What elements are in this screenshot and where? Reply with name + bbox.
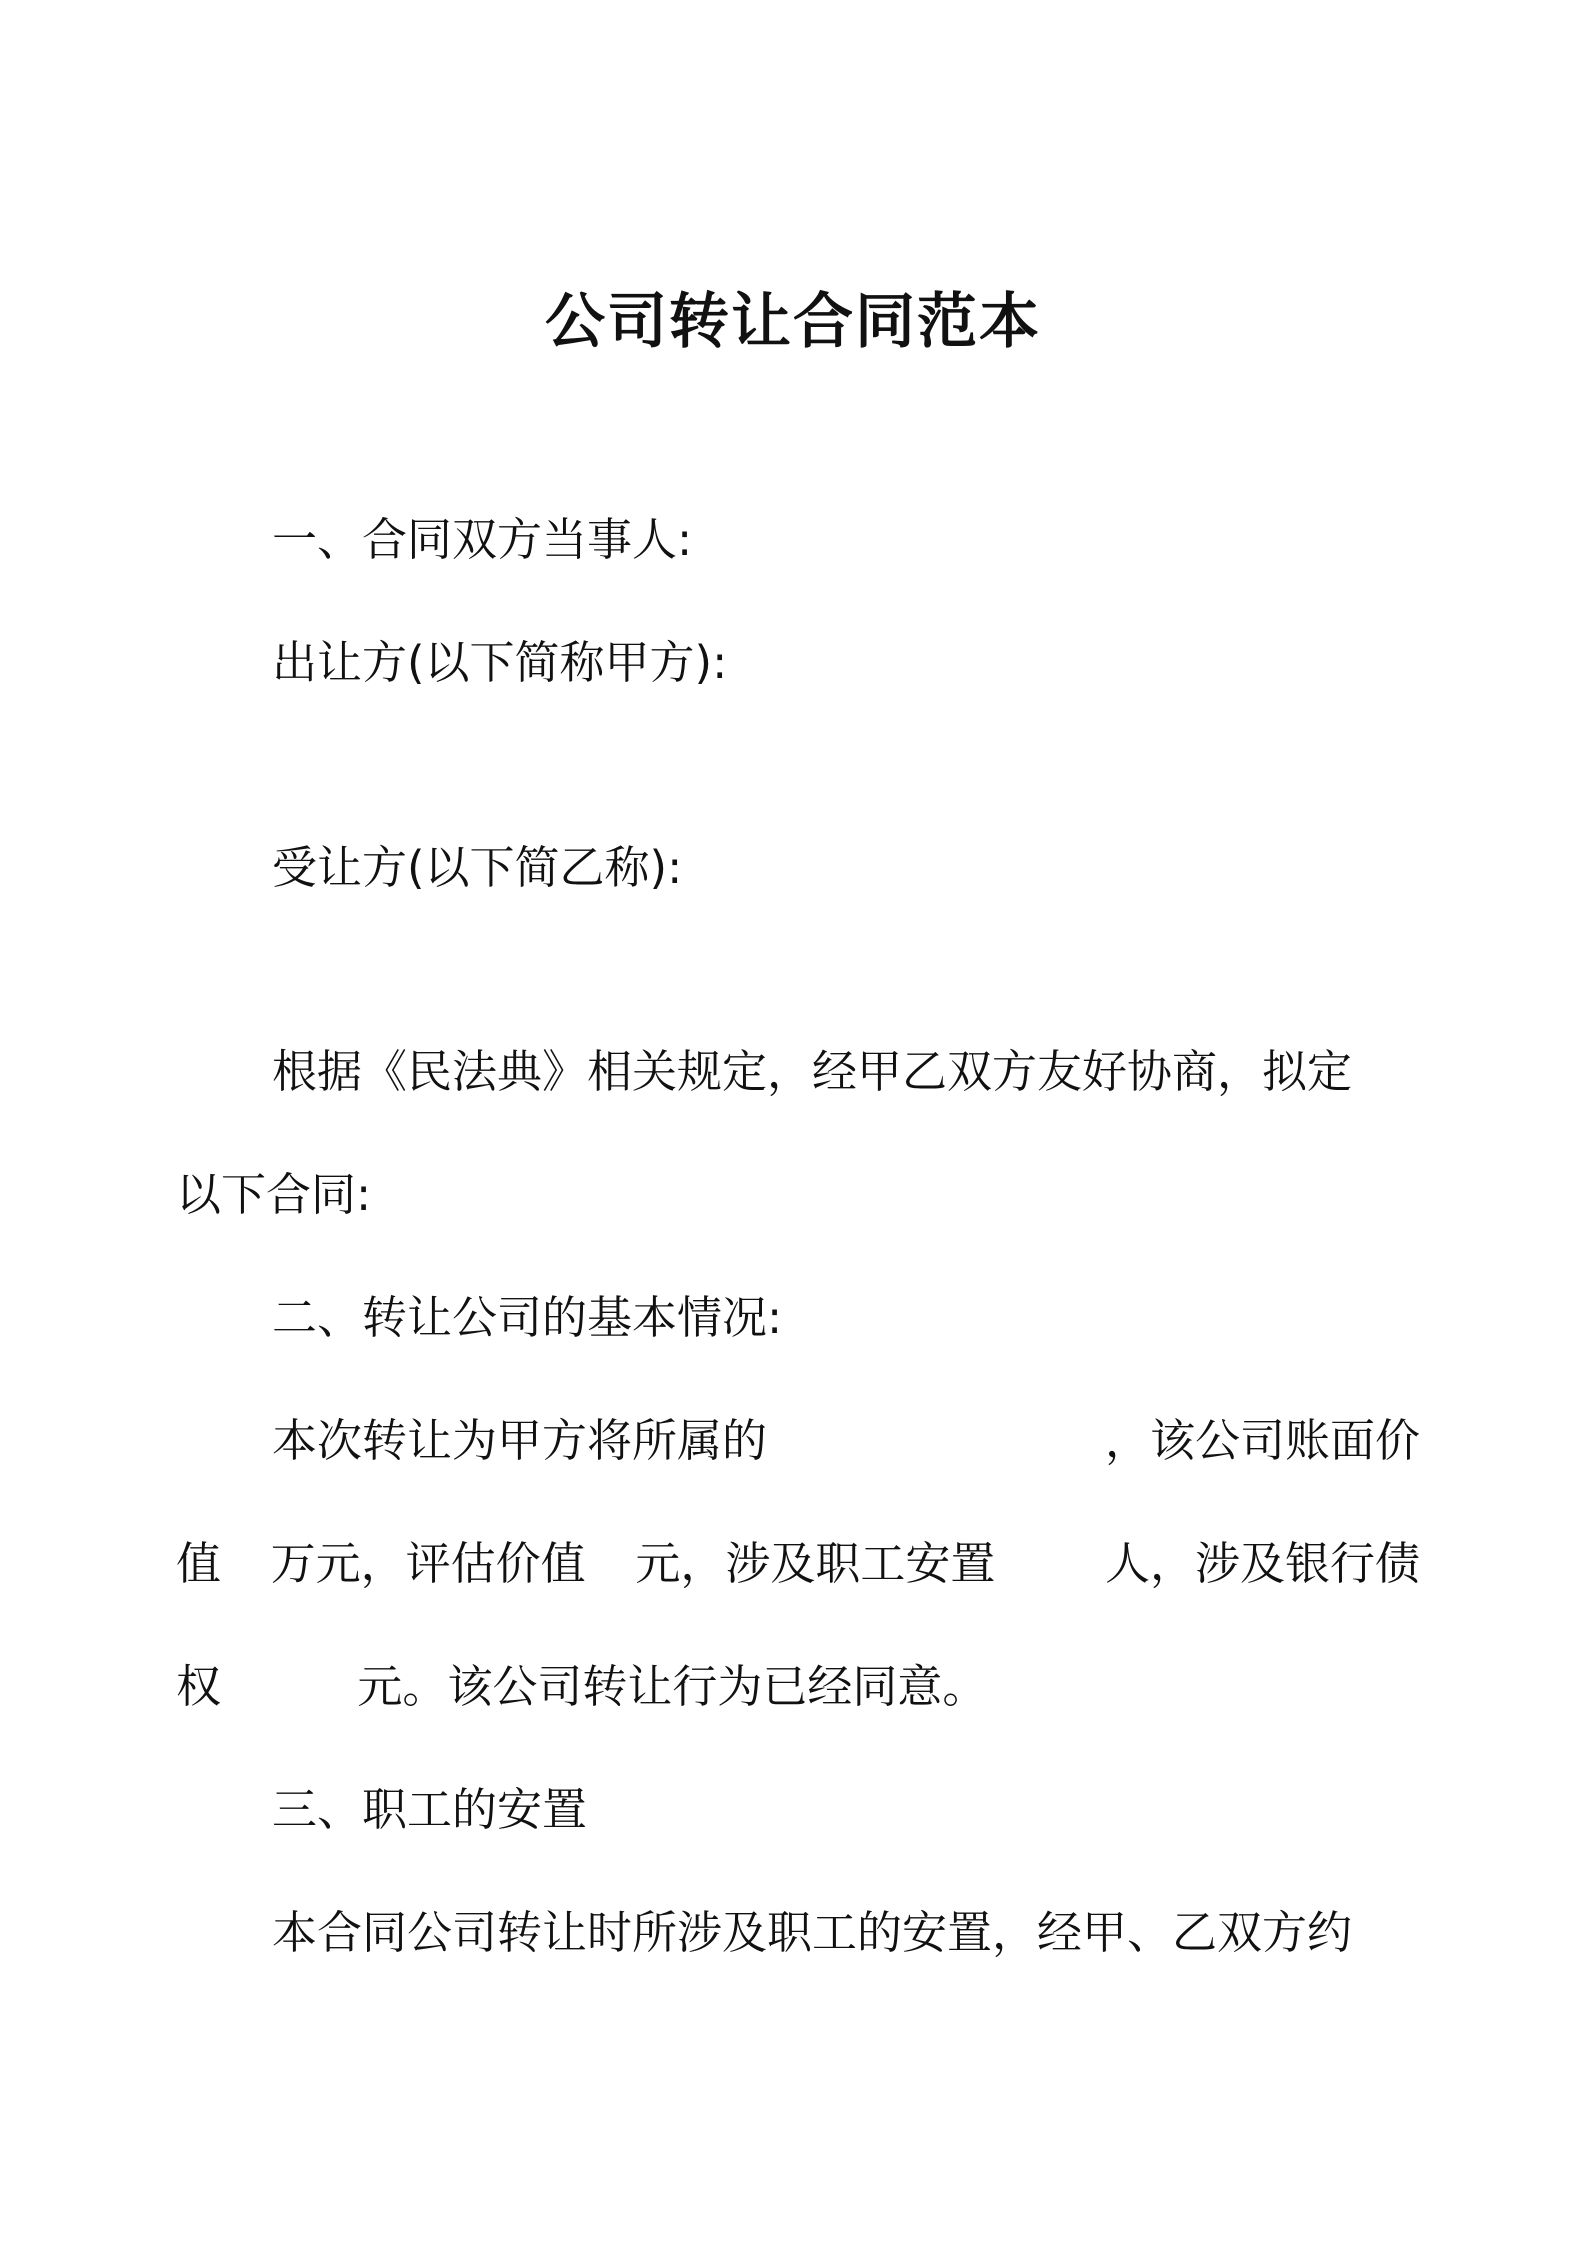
preamble-line-1: 根据《民法典》相关规定，经甲乙双方友好协商，拟定 xyxy=(272,1045,1353,1098)
company-line-1-start: 本次转让为甲方将所属的 xyxy=(272,1414,768,1467)
company-line-1 xyxy=(272,1409,1420,1473)
preamble-line-2: 以下合同: xyxy=(176,1168,372,1221)
transferor-label: 出让方(以下简称甲方): xyxy=(272,636,728,689)
section-heading-parties: 一、合同双方当事人: xyxy=(272,513,693,566)
company-line-2-part-d: 人，涉及银行债 xyxy=(1104,1537,1420,1590)
company-line-3-part-b: 元。该公司转让行为已经同意。 xyxy=(357,1660,988,1713)
company-line-2-part-b: 万元，评估价值 xyxy=(270,1537,586,1590)
company-line-3-part-a: 权 xyxy=(176,1660,222,1713)
staff-line-1: 本合同公司转让时所涉及职工的安置，经甲、乙双方约 xyxy=(272,1906,1353,1959)
transferee-label: 受让方(以下简乙称): xyxy=(272,841,683,894)
company-line-3 xyxy=(176,1655,987,1719)
section-heading-staff: 三、职工的安置 xyxy=(272,1783,588,1836)
company-line-1-end: ，该公司账面价 xyxy=(1104,1414,1420,1467)
section-heading-company: 二、转让公司的基本情况: xyxy=(272,1291,783,1344)
company-line-2-part-a: 值 xyxy=(176,1537,222,1590)
document-title: 公司转让合同范本 xyxy=(545,287,1041,357)
company-line-2 xyxy=(176,1532,1420,1596)
company-line-2-part-c: 元，涉及职工安置 xyxy=(635,1537,996,1590)
